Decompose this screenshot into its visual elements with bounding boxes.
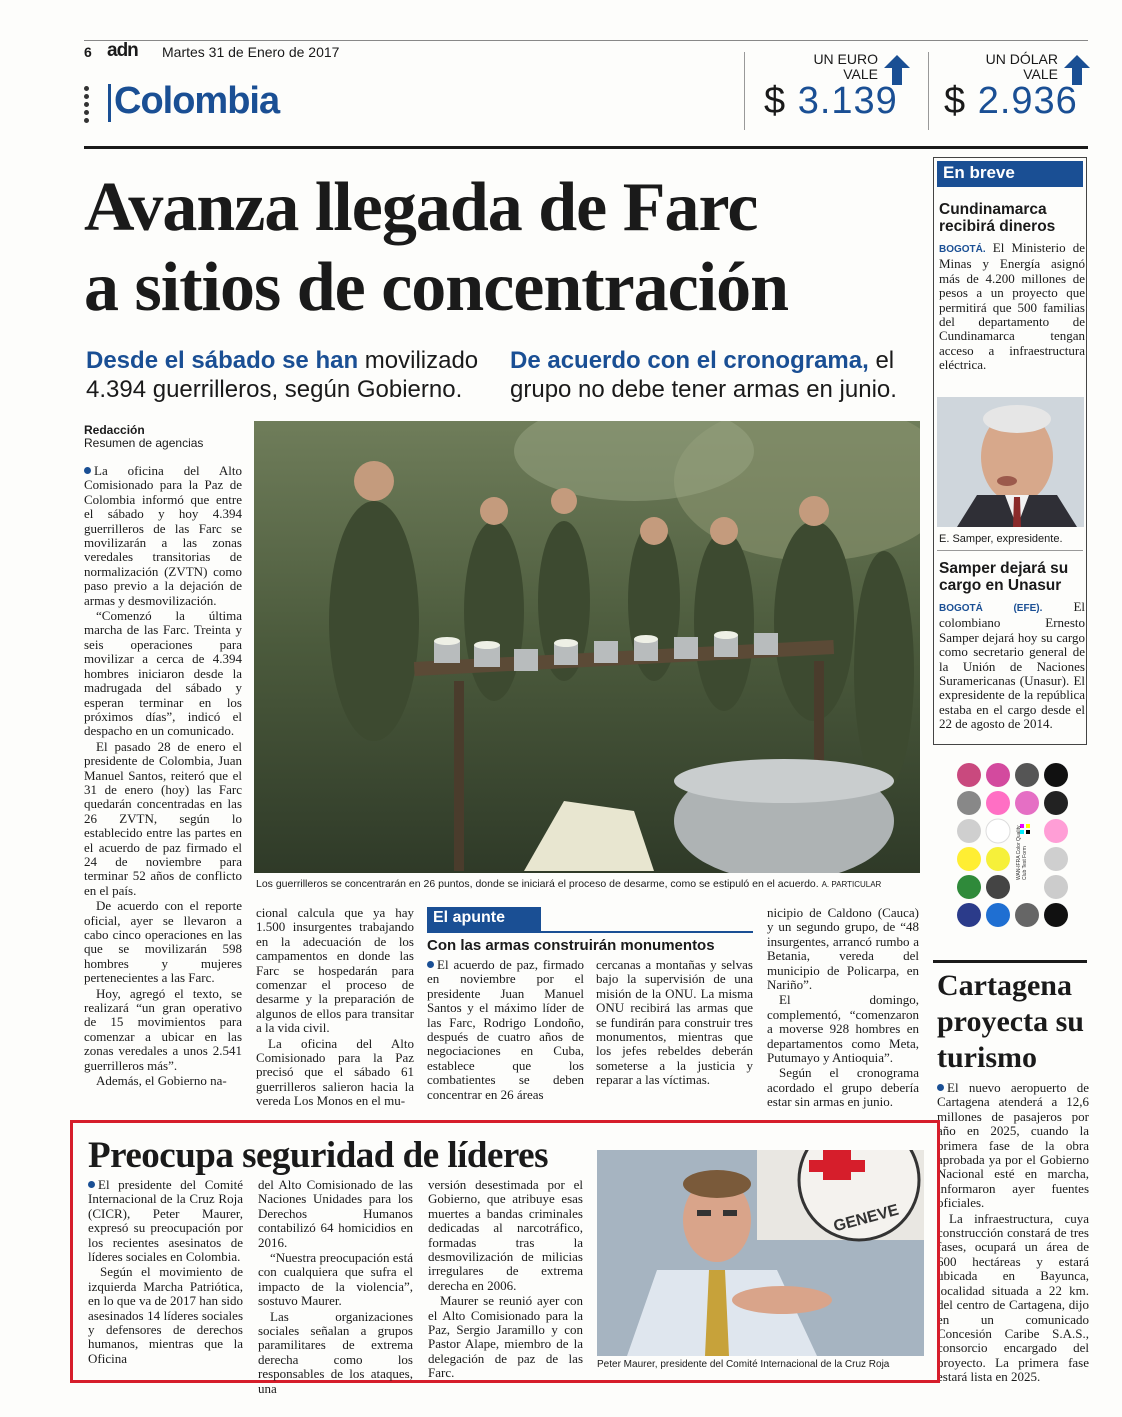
apunte-column-2: cercanas a montañas y selvas bajo la supervisión de una misión de la ONU. La misma ONU recibirá las armas que se fundirán para construir tres monumentos, mientras que los jefes rebeldes deberán someterse a la justicia y reparar a las víctimas. [596, 957, 753, 1088]
main-headline: Avanza llegada de Farc a sitios de concentración [84, 169, 789, 326]
cartagena-rule [933, 960, 1087, 963]
sign-text: GENEVE [831, 1201, 901, 1236]
dollar-label: UN DÓLAR VALE [985, 51, 1058, 82]
brief-item1-text: BOGOTÁ. El Ministerio de Minas y Energía asignó más de 4.200 millones de pesos a un proyecto que permitirá que 500 familias del departamento de Cundinamarca tengan acceso a infraestructura eléctrica. [939, 240, 1085, 373]
maurer-photo [597, 1150, 924, 1356]
brief-item2-text: BOGOTÁ (EFE). El colombiano Ernesto Samper dejará hoy su cargo como secretario general de la Unión de Naciones Suramericanas (Unasur). El expresidente de la república estaba en el cargo desde el 22 de agosto de 2014. [939, 599, 1085, 732]
dollar-value: $ 2.936 [944, 80, 1078, 122]
brief-item2-title: Samper dejará su cargo en Unasur [939, 560, 1069, 594]
divider [928, 52, 929, 130]
cartagena-headline: Cartagena proyecta su turismo [937, 969, 1084, 1074]
byline: Redacción Resumen de agencias [84, 423, 204, 450]
section-dots [84, 86, 90, 126]
apunte-rule [427, 931, 753, 933]
apunte-column-1: El acuerdo de paz, firmado en noviembre por el presidente Juan Manuel Santos y el máximo líder de las Farc, Rodrigo Londoño, después de cuatro años de negociaciones en Cuba, establece que los combatientes se deben concentrar en 26 áreas [427, 957, 584, 1102]
lideres-column-3: versión desestimada por el Gobierno, que atribuye esas muertes a bandas criminales dedicadas al narcotráfico, formadas tras la desmovilización de milicias irregulares de extrema derecha en 2006. Maurer se reunió ayer con el Alto Comisionado para la Paz, Sergio Jaramillo y con Pastor Alape, miembro de la delegación de paz de las Farc. [428, 1177, 583, 1381]
header-rule [84, 146, 1088, 149]
apunte-headline: Con las armas construirán monumentos [427, 937, 715, 954]
divider [937, 550, 1083, 551]
deck-left: Desde el sábado se han movilizado 4.394 guerrilleros, según Gobierno. [86, 347, 479, 403]
color-test-chart [954, 760, 1074, 930]
deck-right: De acuerdo con el cronograma, el grupo no debe tener armas en junio. [510, 347, 897, 403]
lideres-column-2: del Alto Comisionado de las Naciones Unidades para los Derechos Humanos contabilizó 64 homicidios en 2016. “Nuestra preocupación está con cualquiera que sufra el impacto de la violencia”, sostuvo Maurer. Las organizaciones sociales señalan a grupos paramilitares de extrema derecha como los responsables de los ataques, una [258, 1177, 413, 1396]
main-column-2: cional calcula que ya hay 1.500 insurgentes trabajando en la adecuación de los campamentos en donde las Farc se hospedarán para comenzar el proceso de desarme y la preparación de algunos de ellos para transitar a la vida civil. La oficina del Alto Comisionado para la Paz precisó que el sábado 61 guerrilleros salieron hacia la vereda Los Monos en el mu- [256, 905, 414, 1109]
section-bar [108, 84, 111, 122]
euro-label: UN EURO VALE [813, 51, 878, 82]
bullet-icon [427, 961, 434, 968]
lideres-headline: Preocupa seguridad de líderes [88, 1135, 548, 1176]
samper-caption: E. Samper, expresidente. [939, 533, 1063, 545]
dollar-rate [944, 52, 1104, 132]
main-column-4: nicipio de Caldono (Cauca) y un segundo grupo, de “48 insurgentes, arrancó rumbo a Betania, vereda del municipio de Policarpa, en Nariño”. El domingo, complementó, “comenzaron a moverse 928 hombres en departamentos como Meta, Putumayo y Antioquia”. Según el cronograma acordado el grupo debería estar sin armas en junio. [767, 905, 919, 1110]
color-chart-label: WAN-IFRA Color Quality Club Test Form [1016, 825, 1028, 880]
maurer-caption: Peter Maurer, presidente del Comité Internacional de la Cruz Roja [597, 1359, 890, 1370]
samper-photo [937, 397, 1084, 527]
bullet-icon [88, 1181, 95, 1188]
cartagena-text: El nuevo aeropuerto de Cartagena atenderá a 12,6 millones de pasajeros por año en 2025, cuando la primera fase de la obra aprobada ya por el Gobierno Nacional esté en marcha, informaron ayer fuentes oficiales. La infraestructura, cuya construcción constará de tres fases, ocupará un área de 600 hectáreas y estará ubicada en Bayunca, localidad situada a 22 km. del centro de Cartagena, dijo en un comunicado Concesión Caribe S.A.S., consorcio encargado del proyecto. La primera fase estará lista en 2025. [937, 1080, 1089, 1385]
guerrillas-photo [254, 421, 920, 873]
bullet-icon [84, 467, 91, 474]
divider [744, 52, 745, 130]
newspaper-logo: adn [107, 40, 138, 61]
page-number: 6 [84, 44, 92, 60]
top-rule [84, 40, 1088, 41]
apunte-tag: El apunte [427, 907, 541, 931]
brief-item1-title: Cundinamarca recibirá dineros [939, 201, 1056, 235]
brief-tag: En breve [937, 161, 1083, 187]
lideres-column-1: El presidente del Comité Internacional de la Cruz Roja (CICR), Peter Maurer, expresó su preocupación por los recientes asesinatos de líderes sociales en Colombia. Según el movimiento de izquierda Marcha Patriótica, en lo que va de 2017 han sido asesinados 14 líderes sociales y defensores de derechos humanos, mientras que la Oficina [88, 1177, 243, 1366]
photo-caption: Los guerrilleros se concentrarán en 26 puntos, donde se iniciará el proceso de desarme, como se estipuló en el acuerdo. A. PARTICULAR [256, 878, 882, 890]
euro-value: $ 3.139 [764, 80, 898, 122]
section-title: Colombia [114, 80, 280, 122]
euro-rate [764, 52, 924, 132]
bullet-icon [937, 1084, 944, 1091]
main-column-1: La oficina del Alto Comisionado para la Paz de Colombia informó que entre el sábado y hoy 4.394 guerrilleros de las Farc se movilizarán a las zonas veredales transitorias de normalización (ZVTN) como paso previo a la dejación de armas y desmovilización. “Comenzó la última marcha de las Farc. Treinta y seis operaciones para movilizar a cerca de 4.394 hombres iniciaron desde la madrugada del sábado y esperan terminar en los próximos días”, indicó el despacho en un comunicado. El pasado 28 de enero el presidente de Colombia, Juan Manuel Santos, reiteró que el 31 de enero (hoy) las Farc quedarán concentradas en las 26 ZVTN, según lo establecido entre las partes en el acuerdo de paz firmado el 24 de noviembre para terminar 52 años de conflicto en el país. De acuerdo con el reporte oficial, ayer se llevaron a cabo cinco operaciones en las que se movilizarán 598 hombres y mujeres pertenecientes a las Farc. Hoy, agregó el texto, se realizará “un gran operativo de 15 movimientos para comenzar a ubicar en las zonas veredales a unos 2.541 guerrilleros más”. Además, el Gobierno na- [84, 463, 242, 1089]
issue-date: Martes 31 de Enero de 2017 [162, 44, 340, 60]
